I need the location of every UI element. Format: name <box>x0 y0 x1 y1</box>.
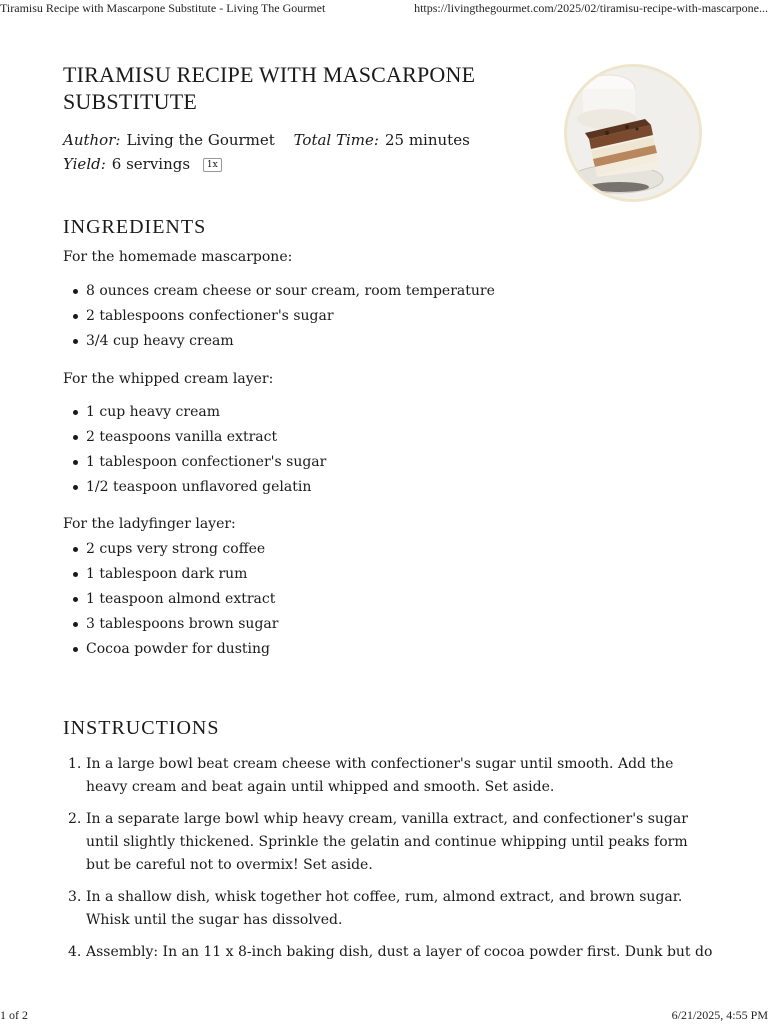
recipe-title: TIRAMISU RECIPE WITH MASCARPONE SUBSTITUTE <box>63 62 476 114</box>
ingredient-item: 1 tablespoon confectioner's sugar <box>63 452 326 477</box>
step-number: 2. <box>68 811 82 827</box>
instruction-step <box>63 808 713 877</box>
tiramisu-photo-icon <box>567 67 699 199</box>
ingredients-heading: INGREDIENTS <box>63 216 207 238</box>
print-datetime: 6/21/2025, 4:55 PM <box>671 1008 768 1022</box>
ingredient-item: 2 teaspoons vanilla extract <box>63 427 326 452</box>
step-text: In a large bowl beat cream cheese with confectioner's sugar until smooth. Add the heavy cream and beat again until whipped and smooth. Set aside. <box>86 756 674 795</box>
instructions-heading: INSTRUCTIONS <box>63 717 220 739</box>
instruction-step <box>63 886 713 932</box>
step-number: 4. <box>68 944 82 960</box>
ingredient-item: 1 cup heavy cream <box>63 402 326 427</box>
step-number: 1. <box>68 756 82 772</box>
recipe-meta-row <box>63 131 484 149</box>
ingredient-item: Cocoa powder for dusting <box>63 639 278 664</box>
print-header-url: https://livingthegourmet.com/2025/02/tiramisu-recipe-with-mascarpone... <box>414 1 768 15</box>
total-time-label: Total Time: <box>293 131 379 149</box>
ingredient-group-label: For the homemade mascarpone: <box>63 249 293 265</box>
page-number: 1 of 2 <box>0 1008 28 1022</box>
step-number: 3. <box>68 889 82 905</box>
instruction-step <box>63 753 713 799</box>
ingredient-item: 2 cups very strong coffee <box>63 539 278 564</box>
print-footer <box>0 1006 768 1024</box>
print-header-title: Tiramisu Recipe with Mascarpone Substitute - Living The Gourmet <box>0 1 326 15</box>
instruction-step <box>63 941 713 964</box>
ingredient-list-ladyfinger <box>63 539 278 664</box>
print-header <box>0 0 768 16</box>
yield-label: Yield: <box>63 155 106 173</box>
ingredient-list-whipped-cream <box>63 402 326 502</box>
step-text: In a separate large bowl whip heavy cream, vanilla extract, and confectioner's sugar until slightly thickened. Sprinkle the gelatin and continue whipping until peaks form but be careful not to overmix! Set aside. <box>86 811 688 873</box>
author-value: Living the Gourmet <box>126 131 275 149</box>
recipe-yield-row <box>63 155 222 173</box>
ingredient-item: 1 tablespoon dark rum <box>63 564 278 589</box>
ingredient-item: 3 tablespoons brown sugar <box>63 614 278 639</box>
ingredient-group-label: For the whipped cream layer: <box>63 371 274 387</box>
ingredient-item: 1 teaspoon almond extract <box>63 589 278 614</box>
ingredient-item: 8 ounces cream cheese or sour cream, room temperature <box>63 281 495 306</box>
instructions-list <box>63 753 713 973</box>
ingredient-group-label: For the ladyfinger layer: <box>63 516 236 532</box>
total-time-value: 25 minutes <box>384 131 470 149</box>
scale-button[interactable]: 1x <box>203 158 222 172</box>
yield-value: 6 servings <box>111 155 191 173</box>
ingredient-list-mascarpone <box>63 281 495 356</box>
ingredient-item: 2 tablespoons confectioner's sugar <box>63 306 495 331</box>
ingredient-item: 1/2 teaspoon unflavored gelatin <box>63 477 326 502</box>
author-label: Author: <box>63 131 121 149</box>
ingredient-item: 3/4 cup heavy cream <box>63 331 495 356</box>
step-text: Assembly: In an 11 x 8-inch baking dish, dust a layer of cocoa powder first. Dunk but do <box>86 944 713 960</box>
tiramisu-photo <box>564 64 702 202</box>
step-text: In a shallow dish, whisk together hot coffee, rum, almond extract, and brown sugar. Whisk until the sugar has dissolved. <box>86 889 683 928</box>
